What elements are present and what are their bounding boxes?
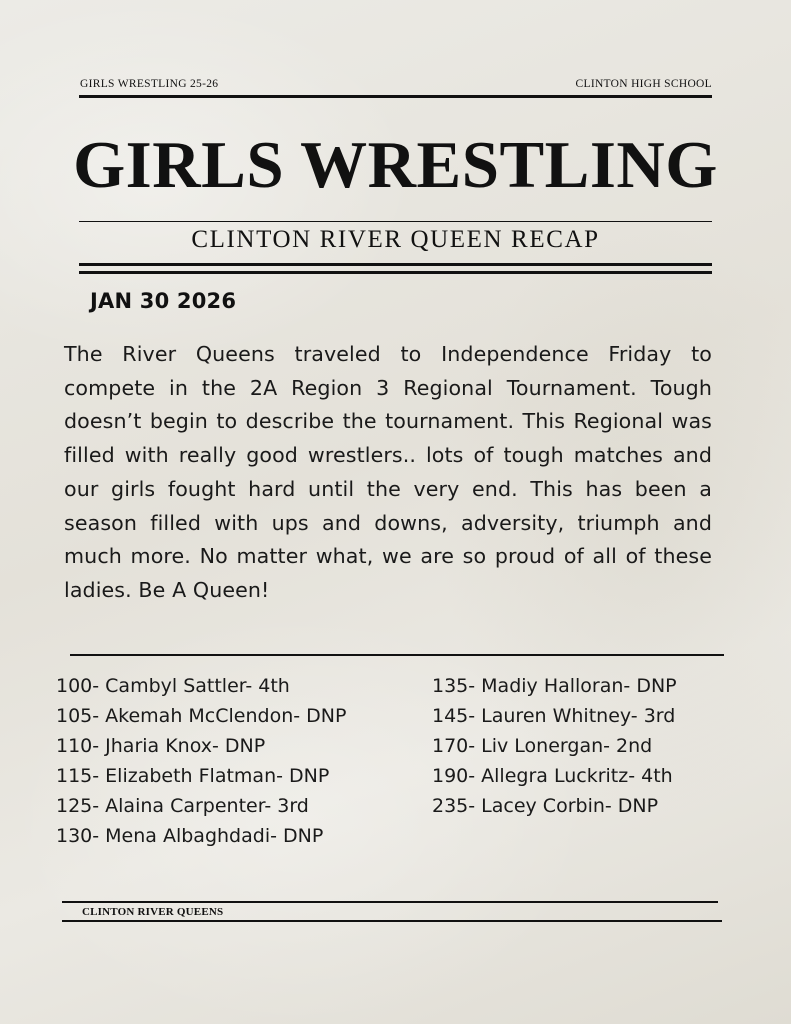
result-item: 110- Jharia Knox- DNP: [56, 735, 266, 757]
footer-top-rule: [62, 901, 718, 903]
result-item: 100- Cambyl Sattler- 4th: [56, 675, 290, 697]
article-date: JAN 30 2026: [90, 289, 237, 313]
results-left-column: [56, 671, 346, 851]
footer-label: CLINTON RIVER QUEENS: [82, 906, 224, 918]
result-item: 125- Alaina Carpenter- 3rd: [56, 795, 309, 817]
subtitle-top-rule: [79, 221, 712, 222]
result-item: 115- Elizabeth Flatman- DNP: [56, 765, 330, 787]
result-item: 235- Lacey Corbin- DNP: [432, 795, 659, 817]
result-item: 130- Mena Albaghdadi- DNP: [56, 825, 324, 847]
result-item: 190- Allegra Luckritz- 4th: [432, 765, 673, 787]
result-item: 170- Liv Lonergan- 2nd: [432, 735, 653, 757]
results-right-column: [432, 671, 677, 821]
top-rule: [79, 95, 712, 98]
results-divider: [70, 654, 724, 656]
result-item: 105- Akemah McClendon- DNP: [56, 705, 347, 727]
result-item: 135- Madiy Halloran- DNP: [432, 675, 677, 697]
article-body: The River Queens traveled to Independence Friday to compete in the 2A Region 3 Regional Tournament. Tough doesn’t begin to describe the tournament. This Regional was filled with really good wrestlers.. lots of tough matches and our girls fought hard until the very end. This has been a season filled with ups and downs, adversity, triumph and much more. No matter what, we are so proud of all of these ladies. Be A Queen!: [64, 342, 712, 602]
subtitle: CLINTON RIVER QUEEN RECAP: [191, 226, 600, 253]
header-left-label: GIRLS WRESTLING 25-26: [80, 78, 219, 90]
subtitle-bottom-rule-1: [79, 263, 712, 266]
subtitle-bottom-rule-2: [79, 271, 712, 274]
result-item: 145- Lauren Whitney- 3rd: [432, 705, 676, 727]
masthead-title: GIRLS WRESTLING: [73, 128, 718, 202]
footer-bottom-rule: [62, 920, 722, 922]
header-right-label: CLINTON HIGH SCHOOL: [575, 78, 712, 90]
